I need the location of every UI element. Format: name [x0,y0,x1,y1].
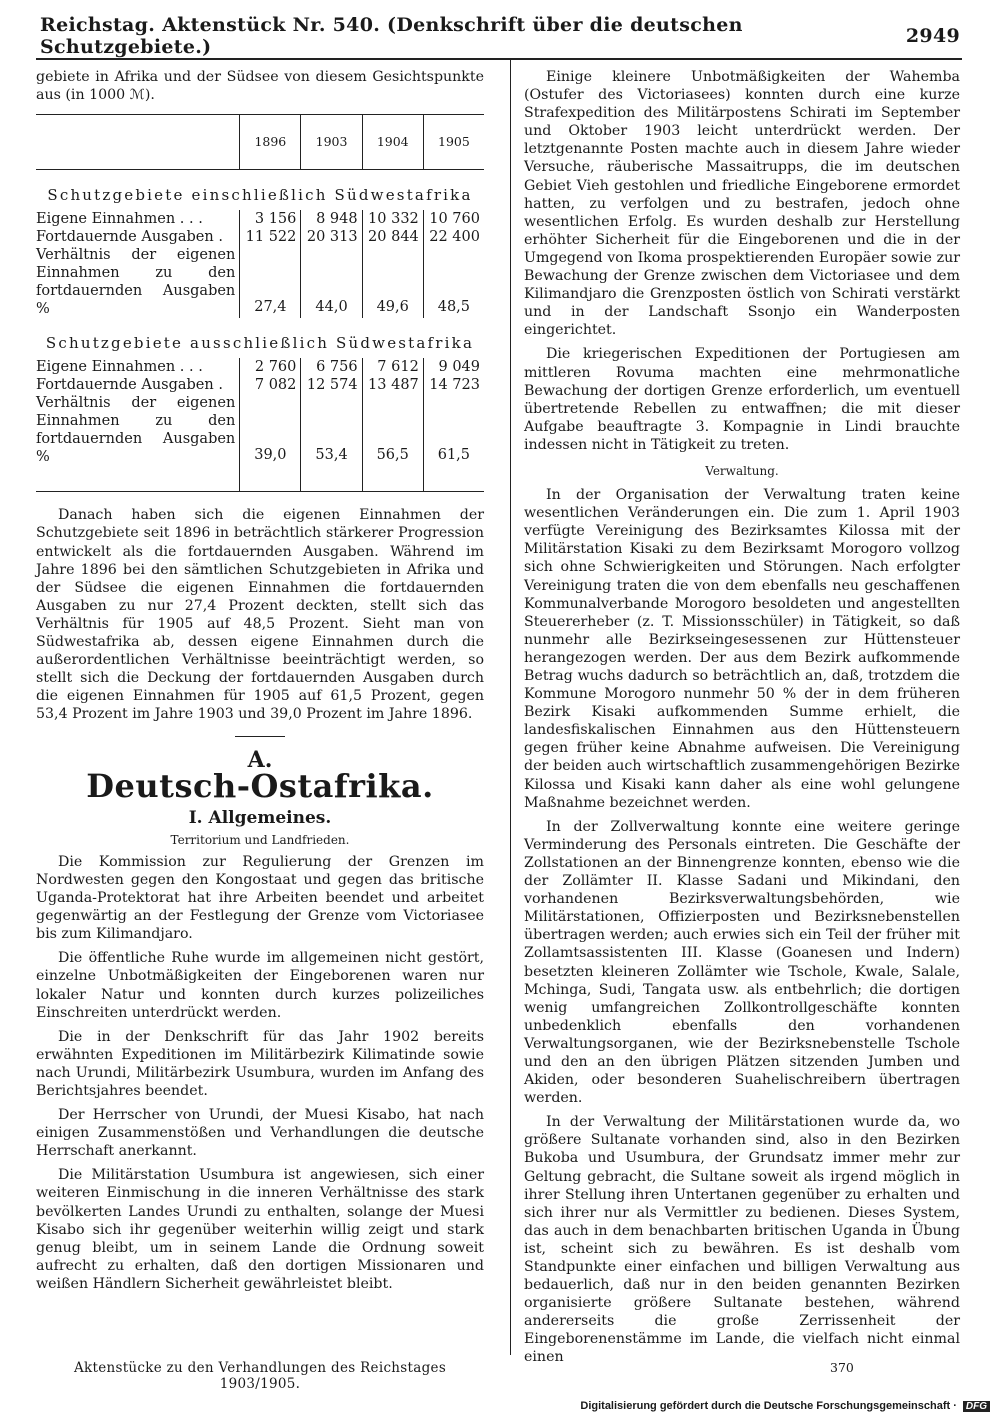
table-row: Verhältnis der eigenen Einnahmen zu den fortdauernden Ausgaben % 39,0 53,4 56,5 61,5 [36,394,484,466]
left-column [36,68,484,1299]
section-letter: A. [247,746,273,773]
year-header: 1903 [300,114,361,170]
sheet-number: 370 [830,1360,854,1375]
section-title: Deutsch-Ostafrika. [86,766,434,805]
table-header-row [36,114,484,170]
year-header: 1896 [239,114,300,170]
table-row: Fortdauernde Ausgaben . 11 522 20 313 20 844 22 400 [36,228,484,246]
subsection-title: I. Allgemeines. [188,807,332,828]
table-row: Fortdauernde Ausgaben . 7 082 12 574 13 487 14 723 [36,376,484,394]
right-column [524,68,960,1373]
table-row: Eigene Einnahmen . . . 3 156 8 948 10 332 10 760 [36,210,484,228]
page-header [40,14,960,58]
paragraph: Die kriegerischen Expeditionen der Portugiesen am mittleren Rovuma machten eine mehrmonatliche Bewachung der dortigen Grenze erforderlich, um eventuell übertretende Rebellen zu entwaffnen; die mit dieser Aufgabe beauftragte 3. Kompagnie in Lindi brauchte indessen nicht in Tätigkeit zu treten. [524,346,960,453]
finance-table [36,114,484,492]
year-header: 1904 [362,114,423,170]
header-title: Reichstag. Aktenstück Nr. 540. (Denkschrift über die deutschen Schutzgebiete.) [40,14,743,58]
digitization-credit [580,1400,990,1412]
year-header: 1905 [423,114,484,170]
group-title: Schutzgebiete einschließlich Südwestafrika [47,186,473,205]
column-divider [510,60,511,1355]
credit-text: Digitalisierung gefördert durch die Deutsche Forschungsgemeinschaft · [580,1400,957,1412]
small-heading: Territorium und Landfrieden. [170,832,350,847]
small-heading: Verwaltung. [705,463,779,478]
paragraph: Danach haben sich die eigenen Einnahmen der Schutzgebiete seit 1896 in beträchtlich stärkerer Progression entwickelt als die fortdauernden Ausgaben. Während im Jahre 1896 bei den sämtlichen Schutzgebieten in Afrika und der Südsee die eigenen Einnahmen die fortdauernden Ausgaben zu nur 27,4 Prozent deckten, stellt sich das Verhältnis für 1905 auf 48,5 Prozent. Sieht man von Südwestafrika ab, dessen eigene Einnahmen durch die außerordentlichen Verhältnisse beeinträchtigt werden, so stellt sich die Deckung der fortdauernden Ausgaben durch die eigenen Einnahmen für 1905 auf 61,5 Prozent, gegen 53,4 Prozent im Jahre 1903 und 39,0 Prozent im Jahre 1896. [36,507,484,723]
paragraph: Die Militärstation Usumbura ist angewiesen, sich einer weiteren Einmischung in die inneren Verhältnisse des stark bevölkerten Landes Urundi zu enthalten, solange der Muesi Kisabo sich ihr gegenüber weiterhin willig zeigt und stark genug bleibt, um in seinem Lande die Ordnung soweit aufrecht zu erhalten, daß den dortigen Missionaren und weißen Händlern Sicherheit gewährleistet bleibt. [36,1167,484,1292]
header-rule [36,58,962,60]
table-intro: gebiete in Afrika und der Südsee von diesem Gesichtspunkte aus (in 1000 ℳ). [36,69,484,104]
paragraph: Einige kleinere Unbotmäßigkeiten der Wahemba (Ostufer des Victoriasees) konnten durch eine kurze Strafexpedition des Militärpostens Schirati im September und Oktober 1903 leicht unterdrückt werden. Der letztgenannte Posten machte auch in diesem Jahre wieder Versuche, räuberische Massaitrupps, die im deutschen Gebiet Vieh gestohlen und friedliche Eingeborene ermordet hatten, zu verfolgen und zu bestrafen, jedoch ohne wesentlichen Erfolg. Es wurden deshalb zur Herstellung erhöhter Sicherheit für die Eingeborenen und die in der Umgegend von Ikoma prospektierenden Europäer sowie zur Bewachung der Grenze zwischen dem Victoriasee und dem Kilimandjaro die Grenzposten östlich von Schirati verstärkt und in der Landschaft Ssonjo ein Wanderposten eingerichtet. [524,69,960,339]
paragraph: Die in der Denkschrift für das Jahr 1902 bereits erwähnten Expeditionen im Militärbezirk Kilimatinde sowie nach Urundi, Militärbezirk Usumbura, wurden im Anfang des Berichtsjahres beendet. [36,1028,484,1099]
table-row: Verhältnis der eigenen Einnahmen zu den fortdauernden Ausgaben % 27,4 44,0 49,6 48,5 [36,246,484,318]
paragraph: In der Zollverwaltung konnte eine weitere geringe Verminderung des Personals eintreten. Die Geschäfte der Zollstationen an der Binnengrenze konnten, ebenso wie die der Zollämter II. Klasse Sadani und Mikindani, den vorhandenen Bezirksverwaltungsbehörden, wie Militärstationen, Offizierposten und Bezirksnebenstellen übertragen werden; auch erwies sich ein Teil der früher mit Zollamtsassistenten III. Klasse (Goanesen und Indern) besetzten kleineren Zollämter wie Tschole, Kwale, Salale, Mchinga, Sudi, Tangata usw. als entbehrlich; die dortigen wenig umfangreichen Zollkontrollgeschäfte konnten unbedenklich ebenfalls den vorhandenen Verwaltungsorganen, wie der Bezirksnebenstelle Tschole und den an den übrigen Plätzen sitzenden Jumben und Akiden, oder besonderen Suahelischreibern übertragen werden. [524,818,960,1107]
section-rule [235,736,285,737]
paragraph: In der Organisation der Verwaltung traten keine wesentlichen Veränderungen ein. Die zum 1. April 1903 verfügte Vereinigung des Bezirksamtes Kilossa mit der Militärstation Kisaki zu dem Bezirksamt Morogoro vollzog sich ohne Schwierigkeiten und Störungen. Nach erfolgter Vereinigung traten die von dem ebenfalls neu geschaffenen Kommunalverbande Morogoro besoldeten und angestellten Steuererheber (z. T. Missionsschüler) in Tätigkeit, so daß nunmehr alle Bezirkseingesessenen zur Hüttensteuer herangezogen werden. Der aus dem Bezirk aufkommende Betrag wuchs dadurch so beträchtlich an, daß, trotzdem die Kommune Morogoro nunmehr 50 % der in dem früheren Bezirk Kisaki aufkommenden Summe erhielt, die landesfiskalischen Einnahmen aus den Hüttensteuern gegen früher keine Abnahme aufweisen. Die Vereinigung der beiden auch wirtschaftlich zusammengehörigen Bezirke Kilossa und Kisaki kann daher als eine wohl gelungene Maßnahme bezeichnet werden. [524,487,960,811]
page-number: 2949 [905,25,960,47]
paragraph: Die Kommission zur Regulierung der Grenzen im Nordwesten gegen den Kongostaat und gegen das britische Uganda-Protektorat hat ihre Arbeiten beendet und arbeitet gegenwärtig an der Festlegung der Grenze vom Victoriasee bis zum Kilimandjaro. [36,853,484,943]
paragraph: Der Herrscher von Urundi, der Muesi Kisabo, hat nach einigen Zusammenstößen und Verhandlungen die deutsche Herrschaft anerkannt. [36,1107,484,1160]
group-title: Schutzgebiete ausschließlich Südwestafrika [45,334,475,353]
paragraph: Die öffentliche Ruhe wurde im allgemeinen nicht gestört, einzelne Unbotmäßigkeiten der Eingeborenen waren nur lokaler Natur und konnten durch kurzes polizeiliches Einschreiten unterdrückt werden. [36,950,484,1021]
table-bottom-rule [36,466,484,492]
page-footer: Aktenstücke zu den Verhandlungen des Reichstages 1903/1905. [73,1360,447,1392]
paragraph: In der Verwaltung der Militärstationen wurde da, wo größere Sultanate vorhanden sind, also in den Bezirken Bukoba und Usumbura, der Grundsatz immer mehr zur Geltung gebracht, die Sultane soweit als irgend möglich in ihrer Stellung ihren Untertanen gegenüber zu erhalten und sich ihrer nur als Vermittler zu bedienen. Dieses System, das auch in dem benachbarten britischen Uganda in Übung ist, scheint sich zu bewähren. Es ist deshalb vom Standpunkte einer einfachen und billigen Verwaltung aus bedauerlich, daß nur in den beiden genannten Bezirken organisierte größere Sultanate bestehen, während andererseits die große Zerrissenheit der Eingeborenenstämme im Lande, die vielfach nicht einmal einen [524,1114,960,1366]
dfg-logo: DFG [963,1401,990,1412]
table-row: Eigene Einnahmen . . . 2 760 6 756 7 612 9 049 [36,358,484,376]
